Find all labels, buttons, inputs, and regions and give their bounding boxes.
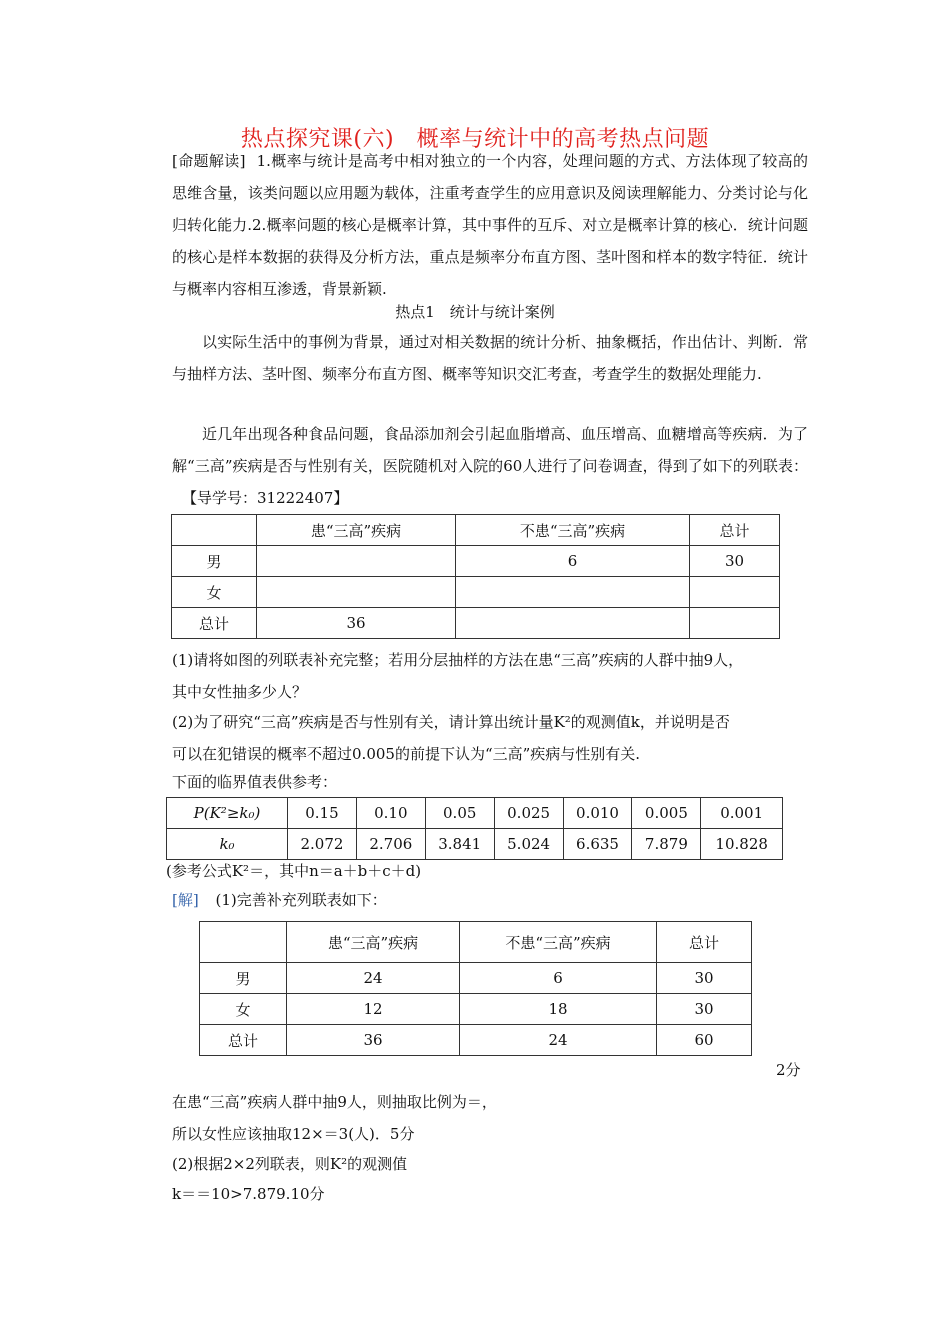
intro-label: [命题解读] (172, 152, 246, 170)
question-1-line-a: (1)请将如图的列联表补充完整；若用分层抽样的方法在患“三高”疾病的人群中抽9人， (172, 651, 744, 669)
table-row (167, 829, 783, 860)
table-cell: 男 (200, 963, 287, 994)
hotspot-description: 以实际生活中的事例为背景，通过对相关数据的统计分析、抽象概括，作出估计、判断．常与抽样方法、茎叶图、频率分布直方图、概率等知识交汇考查，考查学生的数据处理能力. (172, 333, 808, 383)
table-cell: k₀ (167, 829, 288, 860)
table-cell: 总计 (200, 1025, 287, 1056)
table-row (200, 1025, 752, 1056)
solution-line-4: (2)根据2×2列联表，则K²的观测值 (172, 1155, 408, 1173)
table-cell (257, 546, 456, 577)
reference-formula: (参考公式K²＝，其中n＝a＋b＋c＋d) (166, 862, 422, 880)
table-cell: 女 (200, 994, 287, 1025)
question-2-line-b: 可以在犯错误的概率不超过0.005的前提下认为“三高”疾病与性别有关. (172, 745, 641, 763)
table-cell: 0.001 (701, 798, 783, 829)
table-cell: 6.635 (563, 829, 632, 860)
table-cell: 24 (460, 1025, 657, 1056)
reference-number: 【导学号：31222407】 (182, 489, 349, 507)
solution-tag: [解] (172, 891, 199, 909)
table-cell: 总计 (657, 922, 752, 963)
table-cell: 36 (287, 1025, 460, 1056)
table-cell: 0.005 (632, 798, 701, 829)
solution-line-3: 所以女性应该抽取12×＝3(人)．5分 (172, 1125, 415, 1143)
intro-paragraph (172, 145, 808, 305)
table-cell (172, 515, 257, 546)
table-cell: P(K²≥k₀) (167, 798, 288, 829)
solution-line-5: k＝＝10>7.879.10分 (172, 1185, 325, 1203)
table-cell (200, 922, 287, 963)
critical-table-intro: 下面的临界值表供参考： (172, 773, 338, 791)
intro-text: 1.概率与统计是高考中相对独立的一个内容，处理问题的方式、方法体现了较高的思维含量，该类问题以应用题为载体，注重考查学生的应用意识及阅读理解能力、分类讨论与化归转化能力.2.概率问题的核心是概率计算，其中事件的互斥、对立是概率计算的核心．统计问题的核心是样本数据的获得及分析方法，重点是频率分布直方图、茎叶图和样本的数字特征．统计与概率内容相互渗透，背景新颖. (172, 152, 808, 298)
contingency-table-completed (199, 921, 752, 1056)
table-cell: 0.15 (288, 798, 357, 829)
table-cell: 30 (657, 994, 752, 1025)
hotspot-heading: 热点1 统计与统计案例 (395, 303, 555, 321)
table-cell: 女 (172, 577, 257, 608)
table-cell (456, 608, 690, 639)
table-header-row (200, 922, 752, 963)
table-cell: 5.024 (494, 829, 563, 860)
table-cell: 0.010 (563, 798, 632, 829)
table-cell: 患“三高”疾病 (257, 515, 456, 546)
table-cell: 30 (690, 546, 780, 577)
table-cell: 30 (657, 963, 752, 994)
problem-stem (172, 418, 808, 514)
table-cell (456, 577, 690, 608)
question-2-line-a: (2)为了研究“三高”疾病是否与性别有关，请计算出统计量K²的观测值k，并说明是否 (172, 713, 730, 731)
table-cell: 36 (257, 608, 456, 639)
table-row (167, 798, 783, 829)
table-cell: 60 (657, 1025, 752, 1056)
table-cell: 12 (287, 994, 460, 1025)
table-cell: 2.706 (356, 829, 425, 860)
table-cell: 不患“三高”疾病 (456, 515, 690, 546)
table-cell: 2.072 (288, 829, 357, 860)
table-cell: 0.05 (425, 798, 494, 829)
table-cell: 患“三高”疾病 (287, 922, 460, 963)
table-cell: 18 (460, 994, 657, 1025)
contingency-table-blank (171, 514, 780, 639)
table-cell: 3.841 (425, 829, 494, 860)
table-cell: 不患“三高”疾病 (460, 922, 657, 963)
page-title: 热点探究课(六) 概率与统计中的高考热点问题 (240, 127, 710, 152)
table-cell: 6 (456, 546, 690, 577)
critical-value-table (166, 797, 783, 860)
table-cell: 6 (460, 963, 657, 994)
table-cell: 男 (172, 546, 257, 577)
table-cell: 0.025 (494, 798, 563, 829)
table-cell: 0.10 (356, 798, 425, 829)
table-row (172, 608, 780, 639)
table-row (200, 994, 752, 1025)
table-cell: 7.879 (632, 829, 701, 860)
question-1-line-b: 其中女性抽多少人？ (172, 683, 308, 701)
table-cell: 10.828 (701, 829, 783, 860)
table-cell (690, 577, 780, 608)
table-header-row (172, 515, 780, 546)
solution-line-2: 在患“三高”疾病人群中抽9人，则抽取比例为＝， (172, 1093, 497, 1111)
score-marker: 2分 (776, 1061, 801, 1079)
table-row (172, 546, 780, 577)
solution-line-1: (1)完善补充列联表如下： (215, 891, 387, 909)
problem-stem-text: 近几年出现各种食品问题，食品添加剂会引起血脂增高、血压增高、血糖增高等疾病．为了解“三高”疾病是否与性别有关，医院随机对入院的60人进行了问卷调查，得到了如下的列联表： (172, 425, 808, 475)
table-cell (690, 608, 780, 639)
table-row (172, 577, 780, 608)
solution-intro (172, 886, 387, 914)
table-row (200, 963, 752, 994)
table-cell: 总计 (172, 608, 257, 639)
table-cell (257, 577, 456, 608)
table-cell: 总计 (690, 515, 780, 546)
table-cell: 24 (287, 963, 460, 994)
